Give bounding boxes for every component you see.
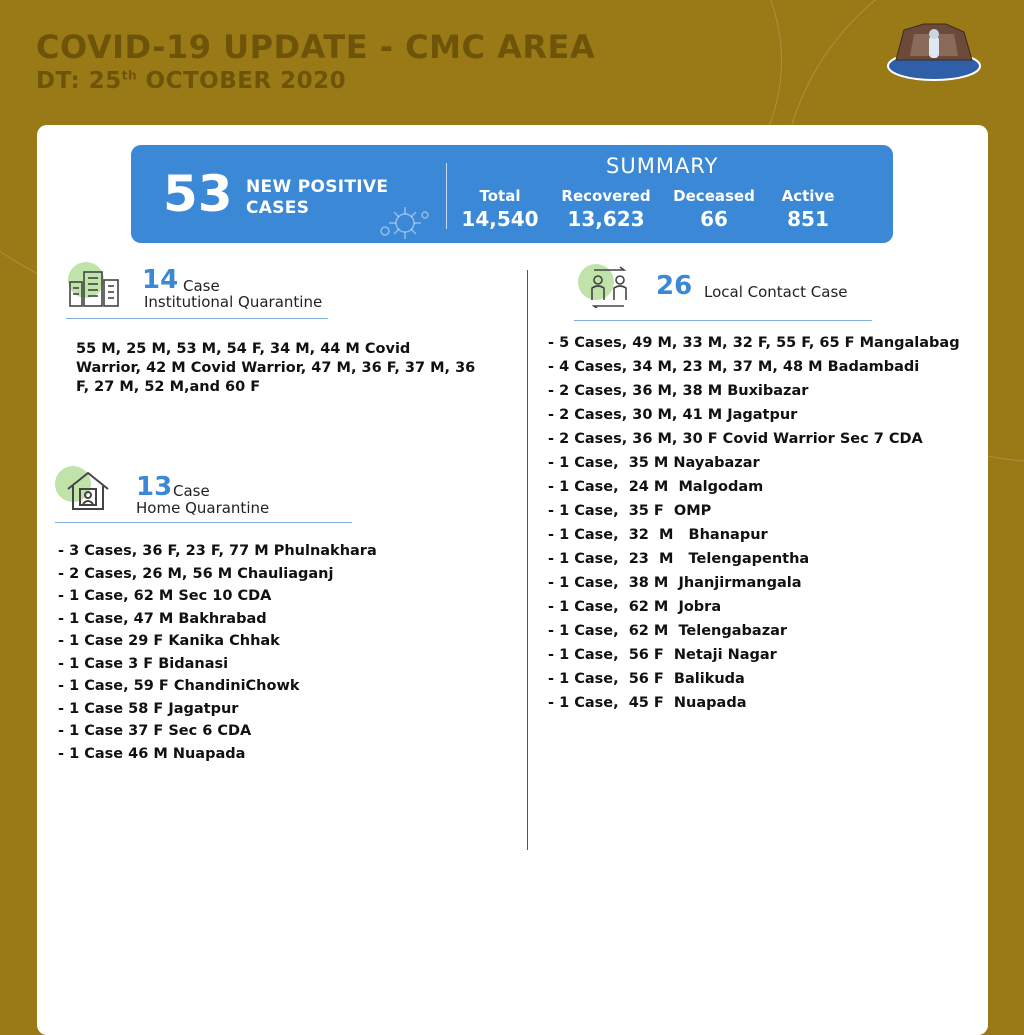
local-label: Local Contact Case — [704, 283, 848, 301]
stat-total — [445, 187, 555, 231]
stat-label: Deceased — [673, 187, 755, 205]
institutional-count: 14 — [142, 265, 179, 295]
list-item: - 1 Case, 62 M Telengabazar — [548, 623, 788, 639]
home-count: 13 — [136, 472, 173, 502]
list-item: - 3 Cases, 36 F, 23 F, 77 M Phulnakhara — [58, 543, 377, 559]
new-positive-label — [246, 177, 388, 219]
stat-label: Active — [781, 187, 835, 205]
section-underline — [574, 320, 872, 321]
list-item: - 1 Case, 62 M Sec 10 CDA — [58, 588, 272, 604]
stat-value: 851 — [787, 207, 829, 231]
list-item: - 1 Case, 38 M Jhanjirmangala — [548, 575, 802, 591]
stat-label: Recovered — [561, 187, 651, 205]
institutional-details: 55 M, 25 M, 53 M, 54 F, 34 M, 44 M Covid Warrior, 42 M Covid Warrior, 47 M, 36 F, 37 M, 36 F, 27 M, 52 M,and 60 F — [76, 341, 476, 395]
local-contact-list — [548, 331, 960, 715]
list-item: - 1 Case, 23 M Telengapentha — [548, 551, 810, 567]
list-item: - 1 Case, 56 F Netaji Nagar — [548, 647, 777, 663]
stat-label: Total — [479, 187, 521, 205]
section-underline — [55, 522, 352, 523]
new-positive-line2: CASES — [246, 198, 310, 218]
home-label: Home Quarantine — [136, 499, 270, 517]
list-item: - 2 Cases, 36 M, 38 M Buxibazar — [548, 383, 809, 399]
stat-value: 14,540 — [461, 207, 539, 231]
building-icon — [68, 268, 122, 312]
stat-active — [753, 187, 863, 231]
list-item: - 2 Cases, 30 M, 41 M Jagatpur — [548, 407, 798, 423]
section-underline — [66, 318, 328, 319]
list-item: - 2 Cases, 26 M, 56 M Chauliaganj — [58, 565, 334, 582]
stat-value: 66 — [700, 207, 728, 231]
page-title: COVID-19 UPDATE - CMC AREA — [36, 28, 596, 66]
column-divider — [527, 270, 528, 850]
new-positive-line1: NEW POSITIVE — [246, 177, 389, 197]
date-month-year: OCTOBER 2020 — [137, 68, 347, 94]
list-item: - 1 Case, 59 F ChandiniChowk — [58, 678, 300, 694]
date-prefix: DT: 25 — [36, 68, 122, 94]
list-item: - 1 Case, 35 M Nayabazar — [548, 455, 760, 471]
list-item: - 1 Case 58 F Jagatpur — [58, 700, 239, 717]
new-positive-count: 53 — [163, 165, 233, 223]
list-item: - 1 Case, 35 F OMP — [548, 503, 712, 519]
date-suffix-ordinal: th — [121, 68, 138, 83]
list-item: - 1 Case, 45 F Nuapada — [548, 695, 747, 711]
institutional-case-word: Case — [183, 277, 220, 295]
contact-people-icon — [584, 266, 634, 312]
list-item: - 1 Case, 56 F Balikuda — [548, 671, 745, 687]
cmc-logo — [884, 20, 984, 86]
list-item: - 5 Cases, 49 M, 33 M, 32 F, 55 F, 65 F Mangalabag — [548, 335, 960, 351]
home-case-word: Case — [173, 482, 210, 500]
home-person-icon — [64, 469, 112, 517]
virus-icon — [379, 205, 431, 245]
list-item: - 1 Case, 62 M Jobra — [548, 599, 722, 615]
stat-recovered — [551, 187, 661, 231]
stat-value: 13,623 — [567, 207, 645, 231]
institutional-label: Institutional Quarantine — [144, 293, 323, 311]
summary-title: SUMMARY — [606, 154, 719, 178]
list-item: - 1 Case, 47 M Bakhrabad — [58, 610, 267, 627]
list-item: - 1 Case 3 F Bidanasi — [58, 655, 229, 672]
local-count: 26 — [656, 271, 693, 301]
date-line — [36, 68, 346, 94]
list-item: - 1 Case 29 F Kanika Chhak — [58, 633, 280, 649]
list-item: - 4 Cases, 34 M, 23 M, 37 M, 48 M Badambadi — [548, 359, 920, 375]
list-item: - 1 Case 46 M Nuapada — [58, 745, 246, 762]
list-item: - 2 Cases, 36 M, 30 F Covid Warrior Sec 7 CDA — [548, 431, 923, 447]
list-item: - 1 Case 37 F Sec 6 CDA — [58, 723, 252, 739]
home-quarantine-list — [58, 540, 377, 765]
summary-banner — [131, 145, 893, 243]
list-item: - 1 Case, 32 M Bhanapur — [548, 527, 768, 543]
list-item: - 1 Case, 24 M Malgodam — [548, 479, 764, 495]
